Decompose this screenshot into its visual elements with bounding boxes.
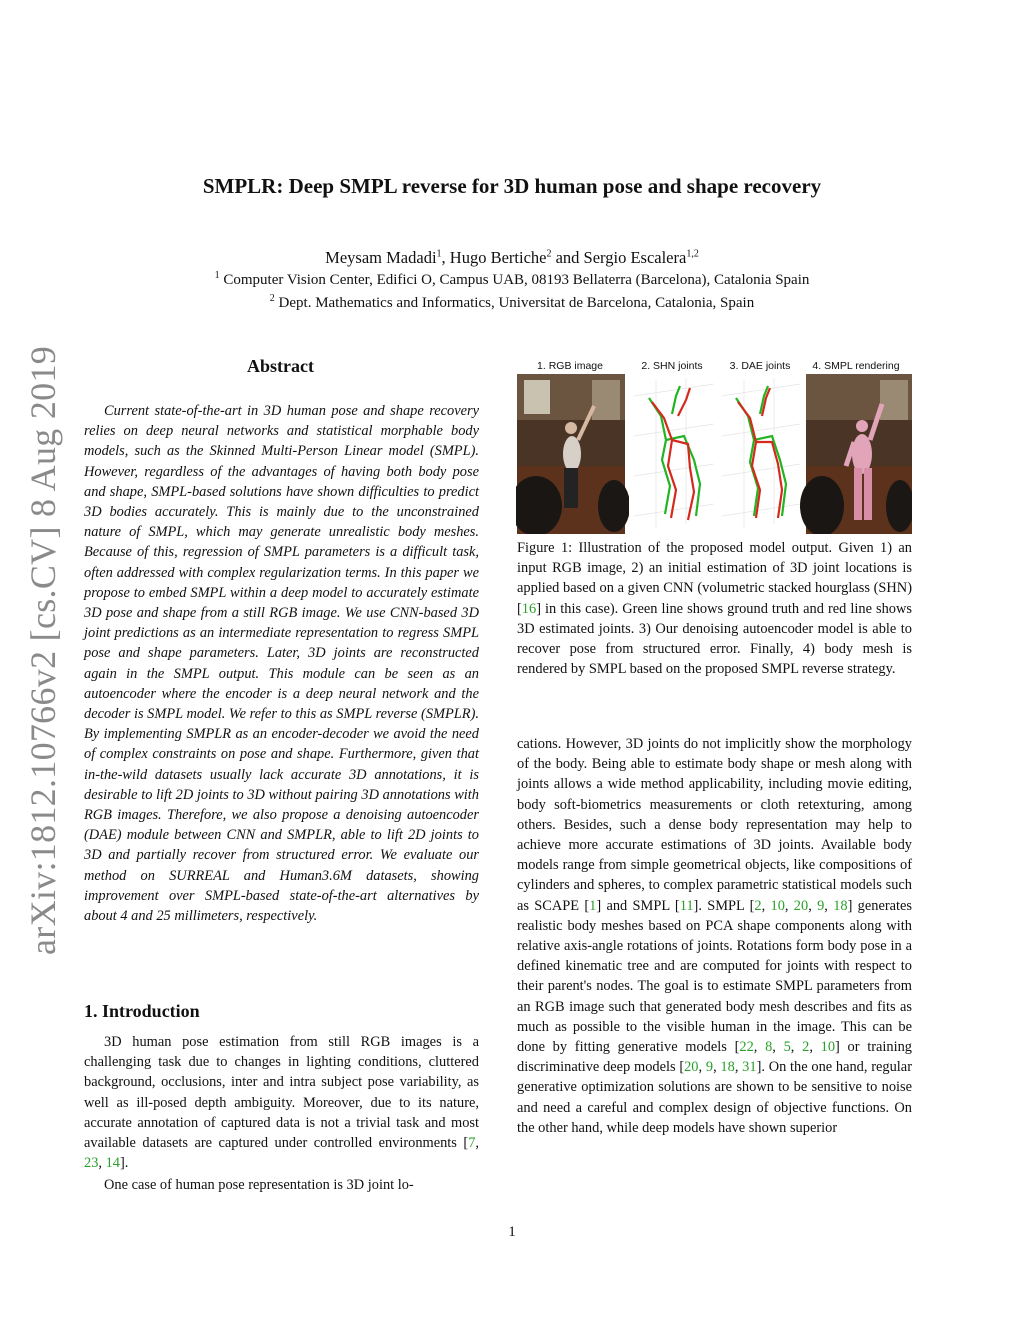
citation-link[interactable]: 20 — [684, 1059, 699, 1076]
abstract-body: Current state-of-the-art in 3D human pose and shape recovery relies on deep neural networks and statistical morphable body models, such as the Skinned Multi-Person Linear model (SMPL). However, regardless of the advantages of having both body pose and shape, SMPL-based solutions have shown difficulties to predict 3D bodies accurately. This is mainly due to the unconstrained nature of SMPL, which may generate unrealistic body meshes. Because of this, regression of SMPL parameters is a difficult task, often addressed with complex regularization terms. In this paper we propose to embed SMPL within a deep model to accurately estimate 3D pose and shape from a still RGB image. We use CNN-based 3D joint predictions as an intermediate representation to regress SMPL pose and shape parameters. Later, 3D joints are reconstructed again in the SMPL output. This module can be seen as an autoencoder where the encoder is a deep neural network and the decoder is SMPL model. We refer to this as SMPL reverse (SMPLR). By implementing SMPLR as an encoder-decoder we avoid the need of complex constraints on pose and shape. Furthermore, given that in-the-wild datasets usually lack accurate 3D annotations, it is desirable to lift 2D joints to 3D without pairing 3D annotations with RGB images. Therefore, we also propose a denoising autoencoder (DAE) module between CNN and SMPLR, able to lift 2D joints to 3D and partially recover from structured error. We evaluate our method on SURREAL and Human3.6M datasets, showing improvement over SMPL-based state-of-the-art alternatives by about 4 and 25 millimeters, respectively. — [84, 403, 479, 925]
panel-label: 4. SMPL rendering — [812, 360, 900, 372]
citation-link[interactable]: 10 — [770, 897, 785, 914]
abstract-heading: Abstract — [247, 356, 314, 376]
section-heading-introduction: 1. Introduction — [84, 1001, 200, 1021]
author-name: Hugo Bertiche — [449, 248, 547, 267]
shn-joints-plot — [629, 374, 717, 534]
author-name: Sergio Escalera — [583, 248, 687, 267]
figure-1-panels — [516, 356, 912, 534]
author-affil-mark: 1 — [436, 248, 442, 260]
citation-link[interactable]: 18 — [833, 897, 848, 914]
citation-link[interactable]: 31 — [742, 1059, 757, 1076]
citation-link[interactable]: 18 — [720, 1059, 735, 1076]
dae-joints-plot — [719, 374, 803, 534]
citation-link[interactable]: 7 — [468, 1135, 476, 1152]
smpl-rendering — [800, 374, 912, 534]
rgb-image — [516, 374, 630, 534]
panel-label: 3. DAE joints — [729, 360, 791, 372]
citation-link[interactable]: 23 — [84, 1155, 99, 1172]
citation-link[interactable]: 9 — [817, 897, 825, 914]
citation-link[interactable]: 2 — [802, 1039, 810, 1056]
citation-link[interactable]: 8 — [765, 1039, 773, 1056]
author-affil-mark: 2 — [546, 248, 552, 260]
citation-link[interactable]: 10 — [820, 1039, 836, 1056]
intro-paragraph: 3D human pose estimation from still RGB images is a challenging task due to changes in lighting conditions, cluttered background, occlusions, inter and intra subject pose variability, as well as ill-posed depth ambiguity. Moreover, due to its nature, accurate annotation of captured data is not a trivial task and most available datasets are captured under controlled environments [7, 23, 14]. — [84, 1034, 479, 1172]
panel-label: 1. RGB image — [537, 360, 603, 372]
figure-1-caption: Figure 1: Illustration of the proposed model output. Given 1) an input RGB image, 2) an initial estimation of 3D joint locations is applied based on a given CNN (volumetric stacked hourglass (SHN) [16] in this case). Green line shows ground truth and red line shows 3D estimated joints. 3) Our denoising autoencoder model is able to recover pose from structured error. Finally, 4) body mesh is rendered by SMPL based on the proposed SMPL reverse strategy. — [517, 540, 912, 678]
affiliation-2: $^2$ Dept. Mathematics and Informatics, Universitat de Barcelona, Catalonia, Spain — [269, 293, 755, 311]
author-name: Meysam Madadi — [325, 248, 437, 267]
citation-link[interactable]: 5 — [783, 1039, 791, 1056]
author-list: Meysam Madadi$^1$, Hugo Bertiche$^2$ and Sergio Escalera$^{1,2}$ — [325, 248, 699, 267]
citation-link[interactable]: 11 — [679, 897, 694, 914]
affiliation-1: $^1$ Computer Vision Center, Edifici O, Campus UAB, 08193 Bellaterra (Barcelona), Catalonia Spain — [214, 270, 810, 288]
right-column-body: cations. However, 3D joints do not implicitly show the morphology of the body. Being able to estimate body shape or mesh along with joints allows a wide method applicability, including movie editing, body soft-biometrics measurements or cloth retexturing, among others. Besides, such a dense body representation may help to achieve more accurate estimations of 3D joints. Available body models range from simple geometrical objects, like compositions of cylinders and spheres, to complex parametric statistical models such as SCAPE [1] and SMPL [11]. SMPL [2, 10, 20, 9, 18] generates realistic body meshes based on PCA shape components along with relative axis-angle rotations of joints. Rotations form body pose in a defined kinematic tree and are computed for joints with respect to their parent's nodes. The goal is to estimate SMPL parameters from an RGB image such that generated body mesh describes and fits as much as possible to the visible human in the image. This can be done by fitting generative models [22, 8, 5, 2, 10] or training discriminative deep models [20, 9, 18, 31]. On the one hand, regular generative optimization solutions are shown to be sensitive to noise and need a careful and complex design of objective functions. On the other hand, while deep models have shown superior — [517, 736, 913, 1136]
citation-link[interactable]: 1 — [589, 897, 597, 914]
citation-link[interactable]: 9 — [705, 1059, 714, 1076]
citation-link[interactable]: 20 — [793, 897, 809, 914]
figure-1-graphic — [516, 356, 912, 534]
citation-link[interactable]: 2 — [754, 897, 762, 914]
citation-link[interactable]: 16 — [521, 600, 537, 617]
citation-link[interactable]: 14 — [105, 1155, 120, 1172]
arxiv-identifier[interactable]: arXiv:1812.10766v2 [cs.CV] 8 Aug 2019 — [23, 345, 63, 955]
intro-paragraph: One case of human pose representation is 3D joint lo- — [104, 1177, 414, 1193]
paper-title: SMPLR: Deep SMPL reverse for 3D human pose and shape recovery — [202, 174, 822, 198]
citation-link[interactable]: 22 — [739, 1039, 754, 1056]
page-number: 1 — [508, 1224, 516, 1240]
panel-label: 2. SHN joints — [641, 360, 703, 372]
author-affil-mark: 1,2 — [686, 248, 699, 260]
